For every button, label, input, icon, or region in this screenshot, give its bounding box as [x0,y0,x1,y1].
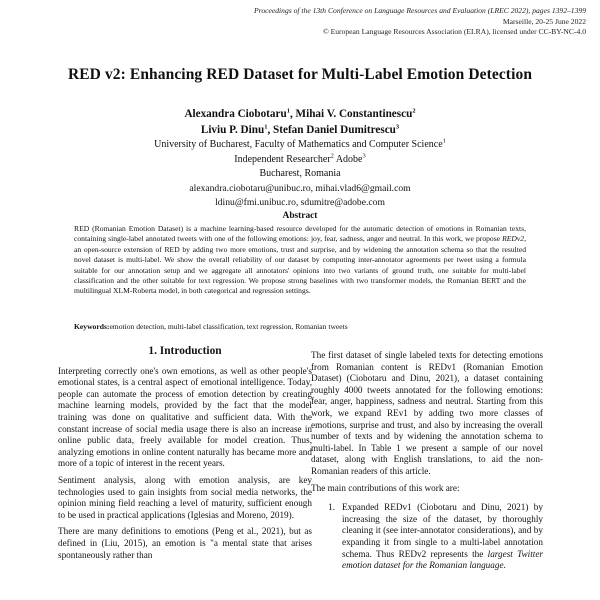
affiliation-city: Bucharest, Romania [259,168,341,179]
author-name: Mihai V. Constantinescu [295,108,413,120]
author-sep: , [267,124,274,136]
list-item [311,502,543,572]
intro-paragraph-3: There are many definitions to emotions (Peng et al., 2021), but as defined in (Liu, 2015), an emotion is "a mental state that arises spontaneously rather than [58,526,312,560]
author-block [0,106,600,211]
emails-line-2: ldinu@fmi.unibuc.ro, sdumitre@adobe.com [215,197,385,208]
abstract-heading: Abstract [282,211,318,221]
keywords-label: Keywords: [74,322,110,331]
intro-paragraph-1: Interpreting correctly one's own emotions, as well as other people's emotional states, is a central aspect of emotional intelligence. Today, people can automate the process of emotion detection by creating machine learning models, provided by the fact that the model training was done on qualitative and sufficient data. With the constant increase of social media usage there is also an increase in online public data, freely available for model creation. Thus, analyzing emotions in online content naturally has became more and more of a topic of interest in the recent years. [58,365,312,469]
contributions-lead: The main contributions of this work are: [311,482,460,493]
keywords-line [74,322,526,332]
keywords-list: emotion detection, multi-label classification, text regression, Romanian tweets [109,322,348,331]
list-item-number: 1. [328,502,335,513]
affiliation-2: Independent Researcher$^2$ Adobe$^3$ [234,152,366,165]
author-affil-sup: 1 [286,107,290,115]
author-name: Stefan Daniel Dumitrescu [273,124,396,136]
left-column [58,346,312,566]
author-name: Alexandra Ciobotaru [184,108,287,120]
authors-line-1 [0,106,600,122]
paper-title: RED v2: Enhancing RED Dataset for Multi-Label Emotion Detection [67,66,533,83]
author-name: Liviu P. Dinu [200,124,265,136]
affiliation-1: University of Bucharest, Faculty of Mathematics and Computer Science$^1$ [154,137,446,150]
abstract-body: RED (Romanian Emotion Dataset) is a machine learning-based resource developed for the automatic detection of emotions in Romanian texts, containing single-label annotated tweets with one of the following emotions: joy, fear, sadness, anger and neutral. In this work, we propose REDv2, an open-source extension of RED by adding two more emotions, trust and surprise, and by widening the annotation schema so that the resulted novel dataset is multi-label. We show the overall reliability of our dataset by computing inter-annotator agreements per tweet using a formula suitable for our annotation setup and we aggregate all annotators' opinions into two variants of ground truth, one suitable for multi-label classification and the other suitable for text regression. We propose strong baselines with two transformer models, the Romanian BERT and the multilingual XLM-Roberta model, in both categorical and regression settings. [74,224,526,296]
intro-paragraph-4: The first dataset of single labeled texts for detecting emotions from Romanian content is REDv1 (Romanian Emotion Dataset) (Ciobotaru and Dinu, 2021), a dataset containing roughly 4000 tweets annotated for the following emotions: fear, anger, happiness, sadness and neutral. Starting from this work, we expand REv1 by adding two more classes of emotions, surprise and trust, and also by increasing the overall number of texts and by widening the annotation schema to multi-label. In Table 1 we present a sample of our novel dataset, along with English translations, to aid the non-Romanian readers of this article. [311,350,543,476]
intro-paragraph-2: Sentiment analysis, along with emotion analysis, are key technologies used to gain insights from social media networks, the opinion mining field reaching a level of maturity, sufficient enough to be used in practical applications (Iglesias and Moreno, 2019). [58,474,312,520]
author-sep: , [289,108,296,120]
right-column [311,350,543,572]
author-affil-sup: 2 [412,107,416,115]
list-item-text: Expanded REDv1 (Ciobotaru and Dinu, 2021) by increasing the size of the dataset, by thoroughly cleaning it (see inter-annotator considerations), and by expanding it from single to a multi-label annotation schema. Thus REDv2 represents the largest Twitter emotion dataset for the Romanian language. [342,502,543,571]
emails-line-1: alexandra.ciobotaru@unibuc.ro, mihai.vlad6@gmail.com [189,182,411,194]
proceedings-line: Proceedings of the 13th Conference on Language Resources and Evaluation (LREC 2022), pages 1392–1399 [254,6,586,15]
license-line: © European Language Resources Association (ELRA), licensed under CC-BY-NC-4.0 [322,27,586,36]
section-heading-introduction: 1. Introduction [148,345,222,357]
author-affil-sup: 1 [264,123,268,131]
authors-line-2 [0,122,600,138]
location-line: Marseille, 20-25 June 2022 [502,16,586,26]
proceedings-header [254,6,586,38]
author-affil-sup: 3 [395,123,400,131]
contributions-list [311,502,543,572]
